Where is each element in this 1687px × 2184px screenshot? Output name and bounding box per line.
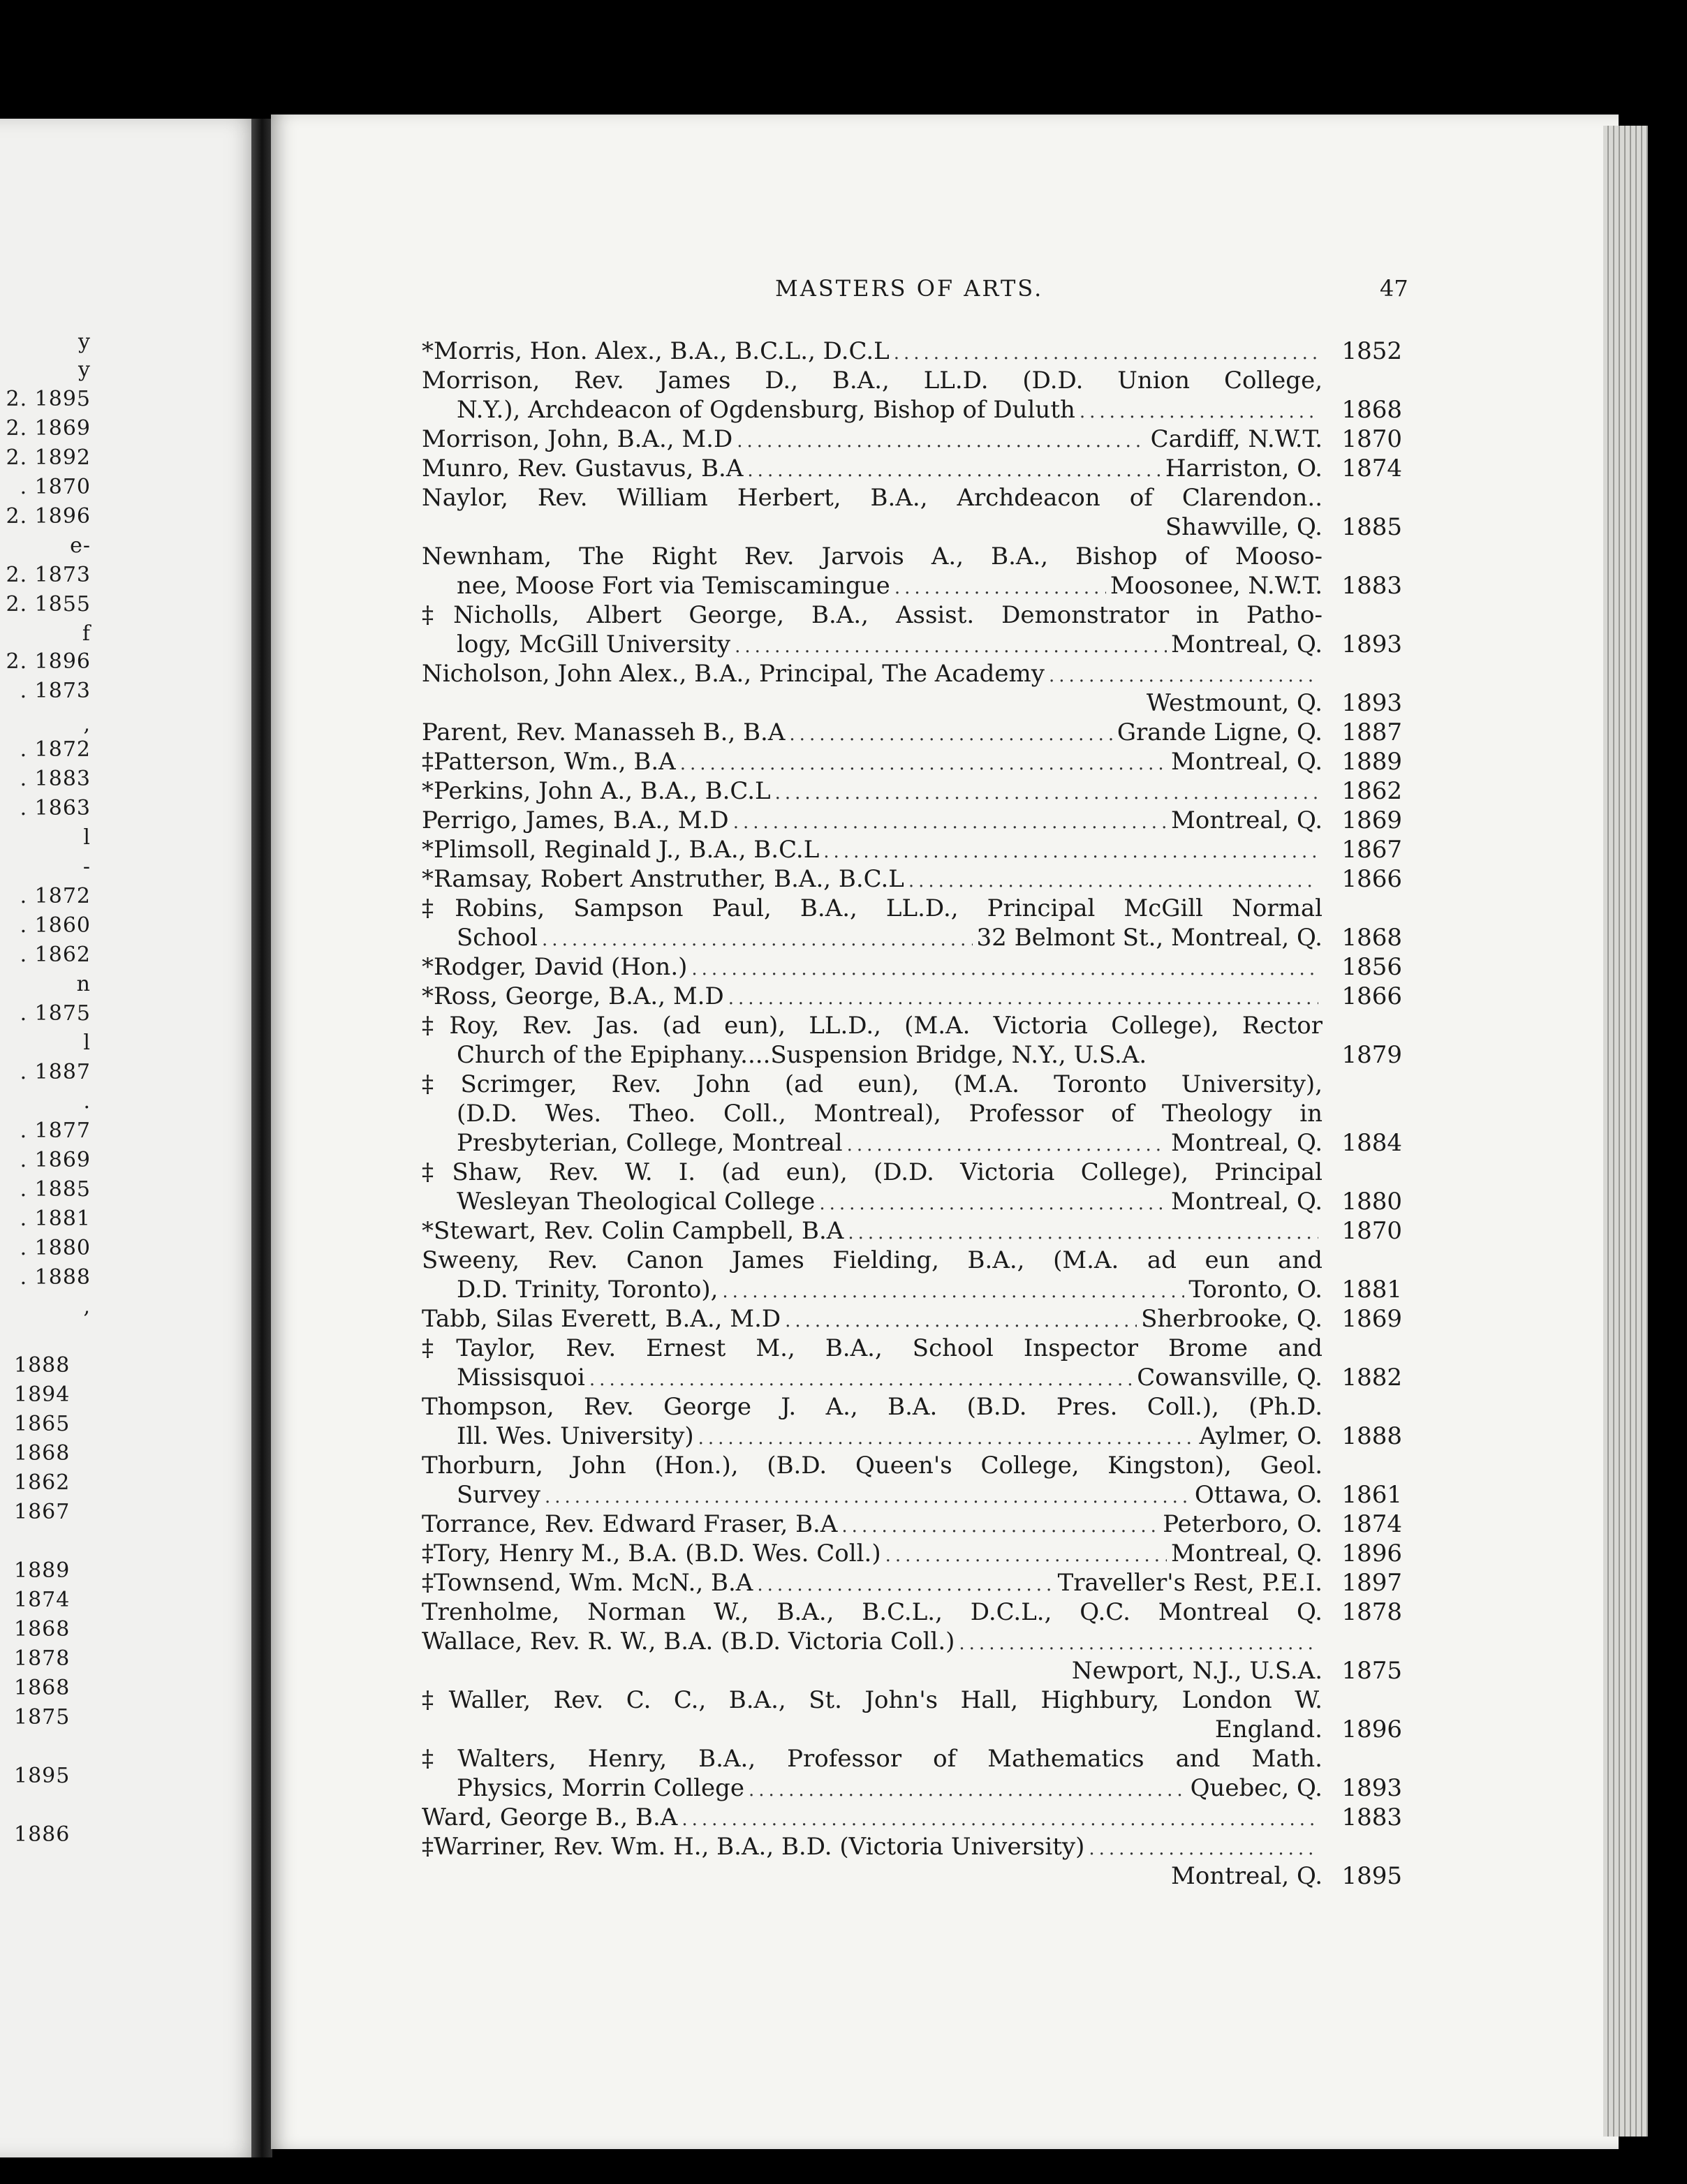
entry-place: Aylmer, O. bbox=[1199, 1422, 1323, 1450]
entry-year: 1856 bbox=[1341, 953, 1402, 981]
margin-fragment: l bbox=[83, 1031, 91, 1055]
entry-line bbox=[422, 747, 1402, 776]
graduate-entry bbox=[422, 1392, 1402, 1451]
book-gutter bbox=[251, 119, 272, 2157]
entry-text: Trenholme, Norman W., B.A., B.C.L., D.C.L., Q.C. Montreal Q. bbox=[422, 1598, 1323, 1626]
dot-leader bbox=[728, 984, 1318, 1013]
dot-leader bbox=[1049, 661, 1318, 691]
entry-line bbox=[422, 1099, 1402, 1128]
entry-text: *Perkins, John A., B.A., B.C.L bbox=[422, 777, 771, 805]
page-edges bbox=[1603, 126, 1648, 2137]
entry-year: 1882 bbox=[1341, 1364, 1402, 1392]
graduate-entry bbox=[422, 894, 1402, 952]
margin-fragment: . 1872 bbox=[20, 884, 91, 908]
graduate-entry bbox=[422, 659, 1402, 718]
entry-place: Grande Ligne, Q. bbox=[1117, 718, 1323, 746]
margin-fragment: 2. 1855 bbox=[6, 592, 91, 617]
entry-line bbox=[422, 1773, 1402, 1803]
graduate-entry bbox=[422, 1598, 1402, 1627]
graduate-entry bbox=[422, 1216, 1402, 1246]
dot-leader bbox=[735, 632, 1167, 661]
dot-leader bbox=[757, 1570, 1053, 1600]
margin-fragment: . 1873 bbox=[20, 679, 91, 703]
entry-text: *Morris, Hon. Alex., B.A., B.C.L., D.C.L bbox=[422, 337, 890, 365]
entry-year: 1896 bbox=[1341, 1540, 1402, 1567]
entry-line bbox=[422, 425, 1402, 454]
entry-line bbox=[422, 1275, 1402, 1304]
margin-fragment: 2. 1896 bbox=[6, 649, 91, 674]
margin-fragment: 2. 1896 bbox=[6, 504, 91, 529]
entry-text: Parent, Rev. Manasseh B., B.A bbox=[422, 718, 786, 746]
entry-place: Westmount, Q. bbox=[1146, 689, 1323, 717]
entry-place: Montreal, Q. bbox=[1171, 630, 1323, 658]
margin-fragment: . 1885 bbox=[20, 1177, 91, 1202]
entry-year: 1870 bbox=[1341, 425, 1402, 453]
entry-year: 1866 bbox=[1341, 865, 1402, 893]
entry-line bbox=[422, 1187, 1402, 1216]
dot-leader bbox=[841, 1512, 1158, 1541]
entry-place: Quebec, Q. bbox=[1190, 1774, 1323, 1802]
margin-fragment: 1874 bbox=[14, 1588, 71, 1612]
entry-line bbox=[422, 1422, 1402, 1451]
margin-fragment: 1865 bbox=[14, 1412, 71, 1436]
dot-leader bbox=[847, 1130, 1167, 1160]
margin-fragment: y bbox=[78, 357, 91, 382]
entry-text: logy, McGill University bbox=[457, 630, 731, 658]
entry-text: Tabb, Silas Everett, B.A., M.D bbox=[422, 1305, 781, 1333]
margin-fragment: . 1888 bbox=[20, 1265, 91, 1290]
entry-line bbox=[422, 1656, 1402, 1685]
margin-fragment: . 1862 bbox=[20, 943, 91, 967]
margin-fragment: 1875 bbox=[14, 1705, 71, 1729]
entry-text: ‡Patterson, Wm., B.A bbox=[422, 748, 676, 776]
graduate-entry bbox=[422, 1744, 1402, 1803]
entry-year: 1867 bbox=[1341, 836, 1402, 864]
dot-leader bbox=[722, 1277, 1184, 1306]
graduate-entry bbox=[422, 747, 1402, 776]
margin-fragment: 1886 bbox=[14, 1822, 71, 1847]
entry-place: Cardiff, N.W.T. bbox=[1150, 425, 1323, 453]
entry-year: 1883 bbox=[1341, 1803, 1402, 1831]
entry-text: Presbyterian, College, Montreal bbox=[457, 1129, 843, 1157]
entry-line bbox=[422, 483, 1402, 512]
margin-fragment: . bbox=[83, 1089, 91, 1114]
graduate-entry bbox=[422, 982, 1402, 1011]
graduate-entry bbox=[422, 600, 1402, 659]
entry-line bbox=[422, 542, 1402, 571]
entry-line bbox=[422, 1598, 1402, 1627]
entry-line bbox=[422, 1480, 1402, 1510]
entry-year: 1880 bbox=[1341, 1188, 1402, 1216]
entry-place: Montreal, Q. bbox=[1171, 748, 1323, 776]
entry-text: *Ross, George, B.A., M.D bbox=[422, 982, 724, 1010]
entry-year: 1878 bbox=[1341, 1598, 1402, 1626]
margin-fragment: . 1869 bbox=[20, 1148, 91, 1172]
entry-year: 1883 bbox=[1341, 572, 1402, 600]
dot-leader bbox=[819, 1189, 1167, 1218]
entry-line bbox=[422, 1011, 1402, 1040]
graduate-entry bbox=[422, 1539, 1402, 1568]
margin-fragment: 1889 bbox=[14, 1558, 71, 1583]
margin-fragment: 2. 1892 bbox=[6, 445, 91, 470]
margin-fragment: 2. 1895 bbox=[6, 387, 91, 411]
entry-year: 1887 bbox=[1341, 718, 1402, 746]
margin-fragment: f bbox=[82, 621, 91, 646]
entry-place: Montreal, Q. bbox=[1171, 1129, 1323, 1157]
entry-text: Missisquoi bbox=[457, 1364, 585, 1392]
entry-text: Ill. Wes. University) bbox=[457, 1422, 694, 1450]
dot-leader bbox=[691, 954, 1318, 984]
entry-year: 1870 bbox=[1341, 1217, 1402, 1245]
entry-line bbox=[422, 659, 1402, 688]
entry-place: Traveller's Rest, P.E.I. bbox=[1057, 1569, 1323, 1597]
dot-leader bbox=[785, 1306, 1137, 1336]
entry-year: 1869 bbox=[1341, 1305, 1402, 1333]
margin-fragment: y bbox=[78, 330, 91, 354]
entry-text: *Plimsoll, Reginald J., B.A., B.C.L bbox=[422, 836, 820, 864]
entry-text: Morrison, Rev. James D., B.A., LL.D. (D.D. Union College, bbox=[422, 367, 1323, 394]
entry-text: Nicholson, John Alex., B.A., Principal, The Academy bbox=[422, 660, 1045, 688]
graduate-entry bbox=[422, 454, 1402, 483]
margin-fragment: . 1877 bbox=[20, 1119, 91, 1143]
graduate-entry bbox=[422, 864, 1402, 894]
dot-leader bbox=[698, 1424, 1195, 1453]
entry-text: ‡Tory, Henry M., B.A. (B.D. Wes. Coll.) bbox=[422, 1540, 881, 1567]
entry-line bbox=[422, 718, 1402, 747]
entry-year: 1869 bbox=[1341, 806, 1402, 834]
entry-text: Physics, Morrin College bbox=[457, 1774, 745, 1802]
margin-fragment: . 1875 bbox=[20, 1001, 91, 1026]
entry-year: 1879 bbox=[1341, 1041, 1402, 1069]
entry-year: 1896 bbox=[1341, 1716, 1402, 1743]
entry-text: Newnham, The Right Rev. Jarvois A., B.A., Bishop of Mooso- bbox=[422, 543, 1323, 570]
graduate-entry bbox=[422, 542, 1402, 600]
entry-line bbox=[422, 337, 1402, 366]
entry-line bbox=[422, 1539, 1402, 1568]
entry-line bbox=[422, 894, 1402, 923]
margin-fragment: . 1863 bbox=[20, 796, 91, 820]
entry-line bbox=[422, 1510, 1402, 1539]
entry-place: Cowansville, Q. bbox=[1137, 1364, 1323, 1392]
entry-line bbox=[422, 1715, 1402, 1744]
entry-year: 1862 bbox=[1341, 777, 1402, 805]
margin-fragment: 1895 bbox=[14, 1764, 71, 1788]
entry-place: Ottawa, O. bbox=[1194, 1481, 1323, 1509]
margin-fragment: , bbox=[83, 712, 91, 737]
graduate-entry bbox=[422, 718, 1402, 747]
graduate-entry bbox=[422, 1011, 1402, 1070]
margin-fragment: . 1880 bbox=[20, 1236, 91, 1260]
dot-leader bbox=[894, 339, 1318, 368]
entry-year: 1885 bbox=[1341, 513, 1402, 541]
graduate-entry bbox=[422, 1832, 1402, 1891]
entry-text: ‡Nicholls, Albert George, B.A., Assist. Demonstrator in Patho- bbox=[422, 601, 1323, 629]
entry-text: ‡Robins, Sampson Paul, B.A., LL.D., Principal McGill Normal bbox=[422, 894, 1323, 922]
entry-text: (D.D. Wes. Theo. Coll., Montreal), Professor of Theology in bbox=[457, 1100, 1323, 1128]
entry-line bbox=[422, 688, 1402, 718]
entry-place: Sherbrooke, Q. bbox=[1141, 1305, 1323, 1333]
dot-leader bbox=[885, 1541, 1167, 1570]
entry-line bbox=[422, 1246, 1402, 1275]
entry-line bbox=[422, 1216, 1402, 1246]
entry-line bbox=[422, 923, 1402, 952]
entry-place: Peterboro, O. bbox=[1163, 1510, 1323, 1538]
entry-place: Moosonee, N.W.T. bbox=[1110, 572, 1323, 600]
dot-leader bbox=[749, 1776, 1186, 1805]
page-number: 47 bbox=[1380, 275, 1408, 302]
entry-year: 1893 bbox=[1341, 1774, 1402, 1802]
entry-year: 1893 bbox=[1341, 689, 1402, 717]
entry-line bbox=[422, 1744, 1402, 1773]
dot-leader bbox=[737, 427, 1146, 456]
margin-fragment: 1862 bbox=[14, 1470, 71, 1495]
entry-text: ‡Walters, Henry, B.A., Professor of Mathematics and Math. bbox=[422, 1745, 1323, 1773]
entry-text: ‡Waller, Rev. C. C., B.A., St. John's Hall, Highbury, London W. bbox=[422, 1686, 1323, 1714]
entry-text: D.D. Trinity, Toronto), bbox=[457, 1276, 719, 1304]
entry-place: Montreal, Q. bbox=[1171, 806, 1323, 834]
graduate-entry bbox=[422, 483, 1402, 542]
entry-place: Montreal, Q. bbox=[1171, 1862, 1323, 1890]
entry-text: Thompson, Rev. George J. A., B.A. (B.D. Pres. Coll.), (Ph.D. bbox=[422, 1393, 1323, 1421]
entry-text: ‡Taylor, Rev. Ernest M., B.A., School Inspector Brome and bbox=[422, 1334, 1323, 1362]
graduate-entry bbox=[422, 1510, 1402, 1539]
margin-fragment: 1868 bbox=[14, 1441, 71, 1466]
graduate-entry bbox=[422, 1334, 1402, 1392]
graduate-entry bbox=[422, 1451, 1402, 1510]
entry-year: 1875 bbox=[1341, 1657, 1402, 1685]
dot-leader bbox=[1089, 1834, 1318, 1864]
entry-text: Naylor, Rev. William Herbert, B.A., Archdeacon of Clarendon.. bbox=[422, 484, 1323, 512]
graduate-entry bbox=[422, 1627, 1402, 1685]
entry-line bbox=[422, 512, 1402, 542]
margin-fragment: e- bbox=[70, 533, 91, 558]
margin-fragment: 1868 bbox=[14, 1617, 71, 1641]
entry-place: Shawville, Q. bbox=[1165, 513, 1323, 541]
dot-leader bbox=[908, 866, 1318, 896]
graduate-entry bbox=[422, 952, 1402, 982]
entry-text: *Rodger, David (Hon.) bbox=[422, 953, 688, 981]
graduate-entry bbox=[422, 835, 1402, 864]
graduate-entry bbox=[422, 366, 1402, 425]
margin-fragment: , bbox=[83, 1294, 91, 1319]
entry-line bbox=[422, 1861, 1402, 1891]
entry-place: Toronto, O. bbox=[1188, 1276, 1323, 1304]
graduate-entry bbox=[422, 1158, 1402, 1216]
dot-leader bbox=[775, 779, 1318, 808]
graduate-entry bbox=[422, 776, 1402, 806]
entry-text: Munro, Rev. Gustavus, B.A bbox=[422, 455, 744, 482]
margin-fragment: 1868 bbox=[14, 1676, 71, 1700]
entry-line bbox=[422, 1070, 1402, 1099]
dot-leader bbox=[545, 1482, 1191, 1512]
entry-line bbox=[422, 1392, 1402, 1422]
margin-fragment: - bbox=[82, 855, 91, 879]
margin-fragment: . 1881 bbox=[20, 1207, 91, 1231]
entry-line bbox=[422, 835, 1402, 864]
entry-year: 1861 bbox=[1341, 1481, 1402, 1509]
margin-fragment: . 1887 bbox=[20, 1060, 91, 1084]
dot-leader bbox=[542, 925, 972, 954]
margin-fragment: n bbox=[76, 972, 91, 996]
dot-leader bbox=[789, 720, 1112, 749]
entry-text: Thorburn, John (Hon.), (B.D. Queen's College, Kingston), Geol. bbox=[422, 1452, 1323, 1480]
entry-line bbox=[422, 982, 1402, 1011]
entry-line bbox=[422, 395, 1402, 425]
entry-year: 1884 bbox=[1341, 1129, 1402, 1157]
dot-leader bbox=[747, 456, 1161, 485]
entry-line bbox=[422, 1158, 1402, 1187]
entry-text: Survey bbox=[457, 1481, 540, 1509]
entry-text: Sweeny, Rev. Canon James Fielding, B.A., (M.A. ad eun and bbox=[422, 1246, 1323, 1274]
dot-leader bbox=[589, 1365, 1133, 1394]
margin-fragment: 2. 1869 bbox=[6, 416, 91, 441]
entry-text: Torrance, Rev. Edward Fraser, B.A bbox=[422, 1510, 838, 1538]
entry-text: ‡Shaw, Rev. W. I. (ad eun), (D.D. Victoria College), Principal bbox=[422, 1158, 1323, 1186]
margin-fragment: . 1860 bbox=[20, 913, 91, 938]
margin-fragment: 1888 bbox=[14, 1353, 71, 1378]
graduate-entry bbox=[422, 1803, 1402, 1832]
entry-line bbox=[422, 1803, 1402, 1832]
entry-year: 1889 bbox=[1341, 748, 1402, 776]
entry-place: England. bbox=[1214, 1716, 1323, 1743]
entry-text: School bbox=[457, 924, 538, 952]
entry-line bbox=[422, 1128, 1402, 1158]
entry-place: Newport, N.J., U.S.A. bbox=[1071, 1657, 1323, 1685]
entry-text: *Ramsay, Robert Anstruther, B.A., B.C.L bbox=[422, 865, 904, 893]
graduate-entry bbox=[422, 1246, 1402, 1304]
entry-text: Ward, George B., B.A bbox=[422, 1803, 678, 1831]
entry-year: 1866 bbox=[1341, 982, 1402, 1010]
entry-line bbox=[422, 1685, 1402, 1715]
dot-leader bbox=[1080, 397, 1318, 427]
margin-fragment: l bbox=[83, 825, 91, 850]
entry-text: Church of the Epiphany....Suspension Bridge, N.Y., U.S.A. bbox=[457, 1041, 1147, 1069]
running-head: MASTERS OF ARTS. bbox=[775, 275, 1044, 302]
entry-text: nee, Moose Fort via Temiscamingue bbox=[457, 572, 890, 600]
entry-text: ‡Warriner, Rev. Wm. H., B.A., B.D. (Victoria University) bbox=[422, 1833, 1085, 1861]
dot-leader bbox=[848, 1218, 1318, 1248]
entry-line bbox=[422, 864, 1402, 894]
dot-leader bbox=[894, 573, 1106, 603]
entry-place: Montreal, Q. bbox=[1171, 1540, 1323, 1567]
entry-year: 1874 bbox=[1341, 455, 1402, 482]
entry-text: Wesleyan Theological College bbox=[457, 1188, 816, 1216]
entry-line bbox=[422, 952, 1402, 982]
entry-line bbox=[422, 1568, 1402, 1598]
entry-line bbox=[422, 600, 1402, 630]
entry-line bbox=[422, 1627, 1402, 1656]
margin-fragment: . 1870 bbox=[20, 475, 91, 499]
margin-fragment: 1867 bbox=[14, 1500, 71, 1524]
entry-line bbox=[422, 454, 1402, 483]
entry-line bbox=[422, 571, 1402, 600]
entry-text: Morrison, John, B.A., M.D bbox=[422, 425, 733, 453]
entry-text: ‡Roy, Rev. Jas. (ad eun), LL.D., (M.A. Victoria College), Rector bbox=[422, 1012, 1323, 1040]
entry-year: 1888 bbox=[1341, 1422, 1402, 1450]
entry-text: ‡Townsend, Wm. McN., B.A bbox=[422, 1569, 753, 1597]
entry-line bbox=[422, 366, 1402, 395]
entry-line bbox=[422, 1832, 1402, 1861]
entry-place: Harriston, O. bbox=[1165, 455, 1323, 482]
entry-line bbox=[422, 806, 1402, 835]
graduate-entry bbox=[422, 337, 1402, 366]
dot-leader bbox=[680, 749, 1167, 779]
entry-text: Wallace, Rev. R. W., B.A. (B.D. Victoria Coll.) bbox=[422, 1628, 955, 1655]
entry-year: 1874 bbox=[1341, 1510, 1402, 1538]
entry-year: 1895 bbox=[1341, 1862, 1402, 1890]
entry-line bbox=[422, 1451, 1402, 1480]
margin-fragment: 1894 bbox=[14, 1382, 71, 1407]
entry-text: *Stewart, Rev. Colin Campbell, B.A bbox=[422, 1217, 844, 1245]
graduate-entry bbox=[422, 806, 1402, 835]
entry-line bbox=[422, 776, 1402, 806]
margin-fragment: 2. 1873 bbox=[6, 563, 91, 587]
entry-text: Perrigo, James, B.A., M.D bbox=[422, 806, 729, 834]
graduate-entry bbox=[422, 425, 1402, 454]
entry-year: 1893 bbox=[1341, 630, 1402, 658]
entry-text: N.Y.), Archdeacon of Ogdensburg, Bishop of Duluth bbox=[457, 396, 1075, 424]
entry-year: 1868 bbox=[1341, 924, 1402, 952]
entry-year: 1897 bbox=[1341, 1569, 1402, 1597]
graduate-entry bbox=[422, 1070, 1402, 1158]
entry-year: 1852 bbox=[1341, 337, 1402, 365]
margin-fragment: 1878 bbox=[14, 1646, 71, 1671]
dot-leader bbox=[733, 808, 1167, 837]
graduate-entry bbox=[422, 1304, 1402, 1334]
margin-fragment: . 1872 bbox=[20, 737, 91, 762]
dot-leader bbox=[959, 1629, 1318, 1658]
dot-leader bbox=[682, 1805, 1318, 1834]
entry-line bbox=[422, 1040, 1402, 1070]
entry-year: 1881 bbox=[1341, 1276, 1402, 1304]
entry-place: Montreal, Q. bbox=[1171, 1188, 1323, 1216]
graduate-entry bbox=[422, 1685, 1402, 1744]
entry-place: 32 Belmont St., Montreal, Q. bbox=[976, 924, 1323, 952]
margin-fragment: . 1883 bbox=[20, 767, 91, 791]
entry-year: 1868 bbox=[1341, 396, 1402, 424]
graduate-entry bbox=[422, 1568, 1402, 1598]
entry-line bbox=[422, 1334, 1402, 1363]
entry-line bbox=[422, 1363, 1402, 1392]
dot-leader bbox=[823, 837, 1318, 866]
entry-text: ‡Scrimger, Rev. John (ad eun), (M.A. Toronto University), bbox=[422, 1070, 1323, 1098]
entry-line bbox=[422, 630, 1402, 659]
entry-line bbox=[422, 1304, 1402, 1334]
